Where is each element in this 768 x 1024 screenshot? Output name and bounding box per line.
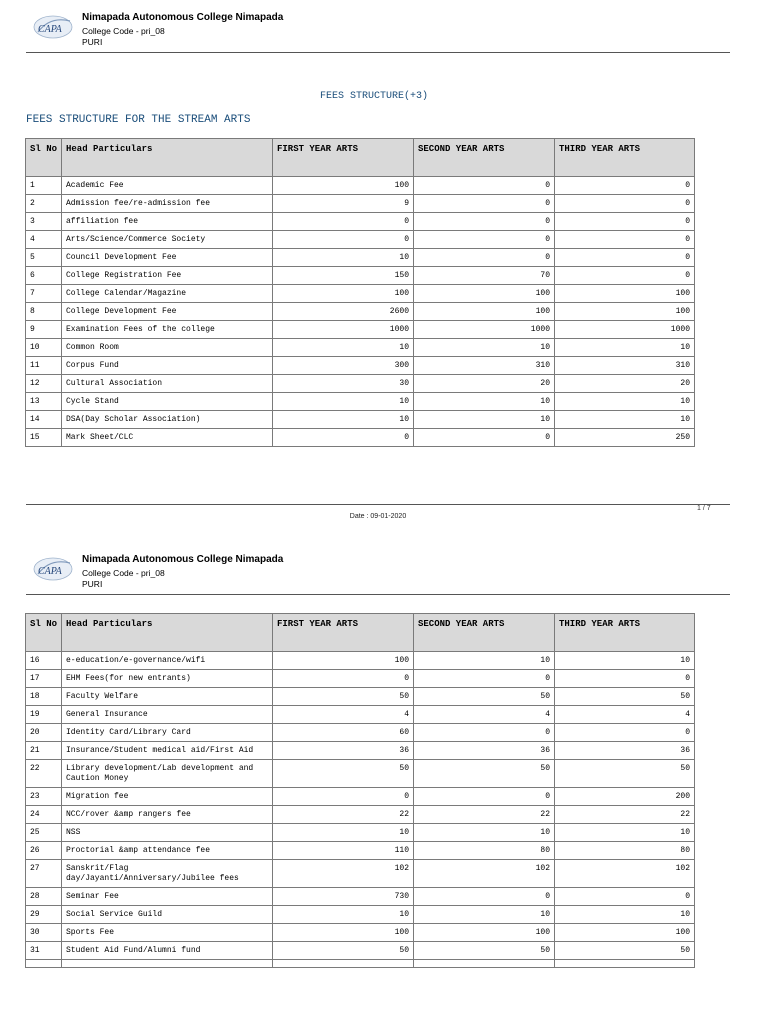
cell-head-particular: NSS [62,824,273,842]
cell-first-year: 0 [273,788,414,806]
cell-third-year: 10 [555,393,695,411]
cell-first-year: 22 [273,806,414,824]
cell-sl-no: 1 [26,177,62,195]
cell-third-year: 20 [555,375,695,393]
cell-third-year: 10 [555,411,695,429]
table-row [26,411,695,429]
fees-table-page-1 [25,138,695,447]
cell-third-year: 310 [555,357,695,375]
cell-sl-no: 27 [26,860,62,888]
college-name: Nimapada Autonomous College Nimapada [82,12,284,23]
cell-first-year: 100 [273,285,414,303]
page-number: 1 / 7 [697,505,711,512]
cell-sl-no: 16 [26,652,62,670]
cell-third-year: 0 [555,231,695,249]
cell-second-year: 1000 [414,321,555,339]
svg-text:CAPA: CAPA [38,24,62,35]
cell-third-year: 0 [555,670,695,688]
cell-head-particular: Academic Fee [62,177,273,195]
cell-second-year: 0 [414,249,555,267]
table-row [26,688,695,706]
table-row [26,888,695,906]
table-row [26,321,695,339]
cell-head-particular: Migration fee [62,788,273,806]
cell-second-year: 0 [414,195,555,213]
table-row [26,806,695,824]
cell-head-particular: College Registration Fee [62,267,273,285]
cell-head-particular: Admission fee/re-admission fee [62,195,273,213]
cell-second-year: 10 [414,652,555,670]
cell-head-particular: Identity Card/Library Card [62,724,273,742]
cell-second-year: 100 [414,303,555,321]
page-header [26,0,730,53]
cell-second-year: 80 [414,842,555,860]
cell-head-particular: Mark Sheet/CLC [62,429,273,447]
cell-head-particular: Sports Fee [62,924,273,942]
cell-head-particular: Insurance/Student medical aid/First Aid [62,742,273,760]
stream-title: FEES STRUCTURE FOR THE STREAM ARTS [26,114,251,126]
table-row [26,706,695,724]
table-row [26,842,695,860]
table-row [26,267,695,285]
cell-second-year: 0 [414,429,555,447]
cell-sl-no: 28 [26,888,62,906]
cell-head-particular: Sanskrit/Flag day/Jayanti/Anniversary/Jubilee fees [62,860,273,888]
cell-first-year: 102 [273,860,414,888]
table-row [26,788,695,806]
cell-sl-no: 26 [26,842,62,860]
cell-third-year: 10 [555,339,695,357]
col-sl-no: Sl No [26,139,62,177]
cell-first-year: 10 [273,411,414,429]
cell-first-year: 150 [273,267,414,285]
cell-sl-no: 10 [26,339,62,357]
col-third-year: THIRD YEAR ARTS [555,139,695,177]
cell-first-year: 36 [273,742,414,760]
page-header [26,542,730,595]
cell-third-year: 0 [555,267,695,285]
cell-sl-no: 30 [26,924,62,942]
cell-first-year: 30 [273,375,414,393]
col-head-particulars: Head Particulars [62,139,273,177]
college-name: Nimapada Autonomous College Nimapada [82,554,284,565]
cell-first-year: 100 [273,652,414,670]
cell-sl-no: 23 [26,788,62,806]
cell-sl-no: 6 [26,267,62,285]
cell-first-year: 0 [273,670,414,688]
cell-second-year: 0 [414,231,555,249]
cell-first-year: 0 [273,213,414,231]
cell-sl-no [26,960,62,968]
cell-first-year: 9 [273,195,414,213]
cell-third-year: 0 [555,177,695,195]
table-row [26,231,695,249]
cell-head-particular: Library development/Lab development and Caution Money [62,760,273,788]
table-row [26,860,695,888]
table-row [26,824,695,842]
college-logo [32,554,74,584]
svg-text:CAPA: CAPA [38,566,62,577]
col-second-year: SECOND YEAR ARTS [414,614,555,652]
cell-sl-no: 5 [26,249,62,267]
cell-sl-no: 12 [26,375,62,393]
cell-sl-no: 8 [26,303,62,321]
cell-second-year: 50 [414,688,555,706]
table-row [26,742,695,760]
cell-head-particular: Student Aid Fund/Alumni fund [62,942,273,960]
cell-first-year [273,960,414,968]
cell-second-year: 0 [414,788,555,806]
cell-second-year: 310 [414,357,555,375]
cell-head-particular: General Insurance [62,706,273,724]
cell-head-particular: e-education/e-governance/wifi [62,652,273,670]
cell-second-year [414,960,555,968]
cell-sl-no: 18 [26,688,62,706]
table-row [26,213,695,231]
cell-head-particular: EHM Fees(for new entrants) [62,670,273,688]
cell-second-year: 22 [414,806,555,824]
cell-head-particular [62,960,273,968]
table-row [26,942,695,960]
cell-third-year: 0 [555,195,695,213]
cell-sl-no: 2 [26,195,62,213]
cell-second-year: 0 [414,177,555,195]
cell-third-year: 200 [555,788,695,806]
cell-second-year: 10 [414,411,555,429]
cell-second-year: 20 [414,375,555,393]
cell-third-year: 80 [555,842,695,860]
cell-first-year: 10 [273,339,414,357]
cell-third-year: 0 [555,213,695,231]
table-row [26,670,695,688]
cell-first-year: 50 [273,688,414,706]
cell-sl-no: 9 [26,321,62,339]
cell-head-particular: Proctorial &amp attendance fee [62,842,273,860]
cell-head-particular: Faculty Welfare [62,688,273,706]
cell-second-year: 0 [414,888,555,906]
cell-head-particular: Council Development Fee [62,249,273,267]
cell-sl-no: 15 [26,429,62,447]
cell-head-particular: Seminar Fee [62,888,273,906]
cell-sl-no: 21 [26,742,62,760]
college-logo [32,12,74,42]
fees-table-page-2 [25,613,695,968]
cell-third-year: 100 [555,285,695,303]
cell-sl-no: 3 [26,213,62,231]
cell-sl-no: 4 [26,231,62,249]
cell-third-year: 50 [555,688,695,706]
cell-first-year: 10 [273,824,414,842]
footer-divider [26,504,730,505]
cell-sl-no: 17 [26,670,62,688]
table-row [26,393,695,411]
cell-head-particular: College Calendar/Magazine [62,285,273,303]
table-row [26,375,695,393]
cell-first-year: 50 [273,760,414,788]
cell-sl-no: 19 [26,706,62,724]
table-header-row [26,614,695,652]
college-city: PURI [82,579,103,589]
cell-third-year: 36 [555,742,695,760]
table-header-row [26,139,695,177]
cell-second-year: 10 [414,393,555,411]
cell-head-particular: College Development Fee [62,303,273,321]
cell-third-year: 102 [555,860,695,888]
cell-first-year: 10 [273,393,414,411]
cell-second-year: 0 [414,724,555,742]
table-row [26,285,695,303]
cell-second-year: 4 [414,706,555,724]
cell-sl-no: 31 [26,942,62,960]
cell-first-year: 1000 [273,321,414,339]
cell-sl-no: 7 [26,285,62,303]
cell-second-year: 10 [414,906,555,924]
cell-second-year: 10 [414,339,555,357]
cell-third-year: 10 [555,906,695,924]
cell-second-year: 100 [414,285,555,303]
print-date: Date : 09-01-2020 [349,513,407,520]
col-head-particulars: Head Particulars [62,614,273,652]
table-row [26,760,695,788]
cell-head-particular: Cycle Stand [62,393,273,411]
cell-sl-no: 24 [26,806,62,824]
cell-third-year: 50 [555,942,695,960]
table-body-page-2 [26,652,695,968]
col-first-year: FIRST YEAR ARTS [273,139,414,177]
table-body-page-1 [26,177,695,447]
cell-third-year: 250 [555,429,695,447]
cell-second-year: 70 [414,267,555,285]
cell-first-year: 0 [273,231,414,249]
cell-third-year: 0 [555,724,695,742]
cell-head-particular: NCC/rover &amp rangers fee [62,806,273,824]
col-third-year: THIRD YEAR ARTS [555,614,695,652]
cell-first-year: 10 [273,249,414,267]
cell-head-particular: affiliation fee [62,213,273,231]
cell-sl-no: 20 [26,724,62,742]
cell-second-year: 10 [414,824,555,842]
cell-second-year: 36 [414,742,555,760]
cell-head-particular: Cultural Association [62,375,273,393]
cell-third-year: 1000 [555,321,695,339]
table-row [26,357,695,375]
table-row [26,960,695,968]
cell-second-year: 50 [414,760,555,788]
cell-third-year: 100 [555,924,695,942]
cell-third-year: 4 [555,706,695,724]
cell-first-year: 110 [273,842,414,860]
cell-second-year: 0 [414,670,555,688]
cell-first-year: 300 [273,357,414,375]
cell-second-year: 100 [414,924,555,942]
table-row [26,652,695,670]
cell-second-year: 50 [414,942,555,960]
college-code: College Code - pri_08 [82,568,165,578]
cell-second-year: 102 [414,860,555,888]
cell-first-year: 2600 [273,303,414,321]
cell-sl-no: 29 [26,906,62,924]
cell-head-particular: Common Room [62,339,273,357]
table-row [26,339,695,357]
cell-first-year: 0 [273,429,414,447]
cell-first-year: 60 [273,724,414,742]
cell-sl-no: 13 [26,393,62,411]
table-row [26,177,695,195]
cell-third-year: 10 [555,652,695,670]
cell-head-particular: Corpus Fund [62,357,273,375]
document-title: FEES STRUCTURE(+3) [319,91,429,102]
cell-sl-no: 25 [26,824,62,842]
cell-third-year: 50 [555,760,695,788]
cell-head-particular: Examination Fees of the college [62,321,273,339]
cell-sl-no: 22 [26,760,62,788]
cell-sl-no: 14 [26,411,62,429]
table-row [26,249,695,267]
cell-third-year [555,960,695,968]
table-row [26,724,695,742]
cell-third-year: 10 [555,824,695,842]
table-row [26,906,695,924]
table-row [26,429,695,447]
table-row [26,303,695,321]
cell-first-year: 100 [273,177,414,195]
col-second-year: SECOND YEAR ARTS [414,139,555,177]
college-city: PURI [82,37,103,47]
col-sl-no: Sl No [26,614,62,652]
cell-first-year: 4 [273,706,414,724]
college-code: College Code - pri_08 [82,26,165,36]
cell-first-year: 100 [273,924,414,942]
cell-head-particular: DSA(Day Scholar Association) [62,411,273,429]
cell-first-year: 50 [273,942,414,960]
cell-head-particular: Social Service Guild [62,906,273,924]
cell-sl-no: 11 [26,357,62,375]
table-row [26,924,695,942]
col-first-year: FIRST YEAR ARTS [273,614,414,652]
cell-third-year: 22 [555,806,695,824]
cell-third-year: 100 [555,303,695,321]
cell-first-year: 10 [273,906,414,924]
cell-second-year: 0 [414,213,555,231]
cell-head-particular: Arts/Science/Commerce Society [62,231,273,249]
cell-first-year: 730 [273,888,414,906]
table-row [26,195,695,213]
cell-third-year: 0 [555,888,695,906]
cell-third-year: 0 [555,249,695,267]
